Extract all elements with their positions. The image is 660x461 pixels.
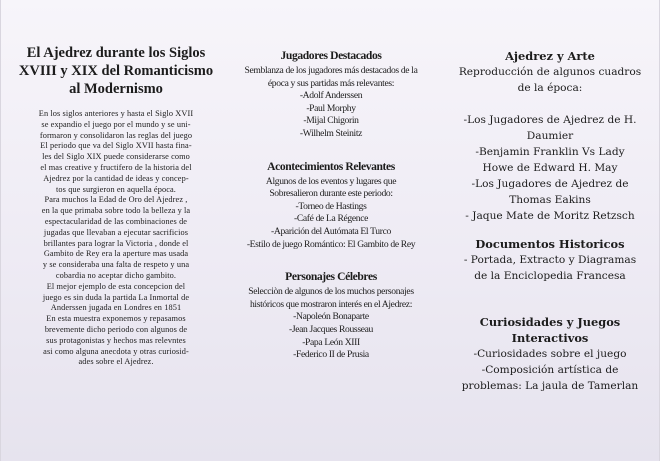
intro-line: formaron y consolidaron las reglas del juego	[39, 130, 193, 140]
section-personajes	[223, 269, 439, 362]
section-line: -Mijal Chigorin	[303, 115, 359, 127]
section-line: -Composición artística de	[481, 364, 619, 376]
section-line: de la Enciclopedia Francesa	[474, 270, 626, 282]
spacer	[447, 96, 653, 112]
section-heading: Personajes Célebres	[285, 270, 377, 284]
title-line: XVIII y XIX del Romanticismo	[18, 63, 214, 79]
section-line: -Paul Morphy	[306, 102, 356, 114]
main-title	[11, 44, 221, 98]
intro-line: En esta muestra exponemos y repasamos	[46, 314, 186, 324]
section-line: -Café de La Régence	[293, 213, 369, 225]
section-heading: Ajedrez y Arte	[505, 49, 595, 63]
intro-line: y se consideraba una falta de respeto y una	[42, 260, 190, 270]
title-line: al Modernismo	[69, 81, 163, 97]
section-line: Algunos de los eventos y lugares que	[265, 175, 397, 187]
section-line: de la época:	[517, 82, 583, 94]
section-line: -Papa León XIII	[302, 336, 360, 348]
intro-line: El periodo que va del Siglo XVII hasta fina-	[40, 141, 192, 151]
intro-line: espectacularidad de las combinaciones de	[44, 216, 188, 226]
section-line: -Torneo de Hastings	[295, 200, 367, 212]
intro-column	[11, 44, 221, 368]
intro-line: Anderssen jugada en Londres en 1851	[50, 303, 182, 313]
painting-item: Daumier	[526, 130, 574, 142]
section-line: Selecciòn de algunos de los muchos personajes	[248, 286, 414, 298]
section-arte	[447, 48, 653, 224]
heading-line: Interactivos	[511, 331, 589, 345]
intro-line: en la que primaba sobre todo la belleza y la	[41, 206, 191, 216]
section-acontecimientos	[223, 159, 439, 252]
painting-item: Howe de Edward H. May	[482, 162, 618, 174]
highlights-column	[223, 48, 439, 380]
art-documents-column	[447, 48, 653, 394]
intro-line: Gambito de Rey era la aperture mas usada	[43, 249, 189, 259]
section-line: Sobresalieron durante este periodo:	[269, 188, 393, 200]
section-line: -Adolf Anderssen	[299, 90, 363, 102]
section-line: -Napoleón Bonaparte	[293, 311, 369, 323]
section-line: -Federico II de Prusia	[293, 349, 369, 361]
intro-line: cobardia no aceptar dicho gambito.	[55, 270, 177, 280]
section-heading: Jugadores Destacados	[280, 49, 382, 62]
heading-line: Curiosidades y Juegos	[479, 315, 621, 329]
intro-line: tos que surgieron en aquella época.	[56, 184, 176, 194]
intro-line: se expandio el juego por el mundo y se uni-	[41, 119, 191, 129]
spacer	[447, 224, 653, 236]
section-curiosidades	[447, 314, 653, 394]
painting-item: Thomas Eakins	[509, 194, 591, 206]
intro-line: jugadas que llevaban a ejecutar sacrificios	[43, 227, 189, 237]
section-heading: Acontecimientos Relevantes	[267, 159, 395, 173]
intro-line: juego es sin duda la partida La Inmortal de	[42, 292, 190, 302]
section-line: -Aparición del Autómata El Turco	[271, 225, 391, 237]
intro-line: sus protagonistas y hechos mas relevntes	[46, 335, 186, 345]
section-line: -Jean Jacques Rousseau	[289, 323, 373, 335]
section-line: -Curiosidades sobre el juego	[473, 348, 627, 360]
intro-line: En los siglos anteriores y hasta el Siglo XVII	[38, 109, 194, 118]
section-line: Semblanza de los jugadores más destacados de la	[244, 65, 418, 76]
intro-line: brevemente dicho periodo con algunos de	[44, 324, 188, 334]
section-line: - Portada, Extracto y Diagramas	[463, 254, 637, 266]
painting-item: -Benjamin Franklin Vs Lady	[475, 146, 625, 158]
section-line: problemas: La jaula de Tamerlan	[461, 380, 639, 392]
section-line: históricos que mostraron interés en el Ajedrez:	[249, 298, 413, 310]
intro-line: ades sobre el Ajedrez.	[78, 357, 154, 367]
section-jugadores	[223, 48, 439, 141]
intro-line: les del Siglo XIX puede considerarse como	[42, 152, 190, 162]
intro-text	[11, 109, 221, 368]
painting-item: -Los Jugadores de Ajedrez de H.	[463, 114, 637, 126]
intro-line: Ajedrez por la cantidad de ideas y concep-	[43, 173, 189, 183]
intro-line: el mas creative y fructifero de la historia del	[40, 162, 192, 172]
intro-line: brillantes para lograr la Victoria , donde el	[43, 238, 189, 248]
intro-line: El mejor ejemplo de esta concepcion del	[46, 281, 186, 291]
spacer	[447, 284, 653, 314]
section-heading: Documentos Historicos	[475, 237, 625, 251]
painting-item: - Jaque Mate de Moritz Retzsch	[465, 210, 635, 222]
section-heading	[447, 314, 653, 346]
section-line: -Estilo de juego Romántico: El Gambito de Rey	[246, 238, 416, 250]
section-documentos	[447, 236, 653, 284]
painting-item: -Los Jugadores de Ajedrez de	[471, 178, 629, 190]
section-line: -Wilhelm Steinitz	[299, 127, 363, 139]
intro-line: Para muchos la Edad de Oro del Ajedrez ,	[44, 195, 188, 205]
title-line: El Ajedrez durante los Siglos	[26, 45, 206, 61]
section-line: Reproducción de algunos cuadros	[458, 66, 642, 78]
section-line: época y sus partidas más relevantes:	[267, 77, 395, 89]
intro-line: asi como alguna anecdota y otras curiosid-	[43, 346, 189, 356]
